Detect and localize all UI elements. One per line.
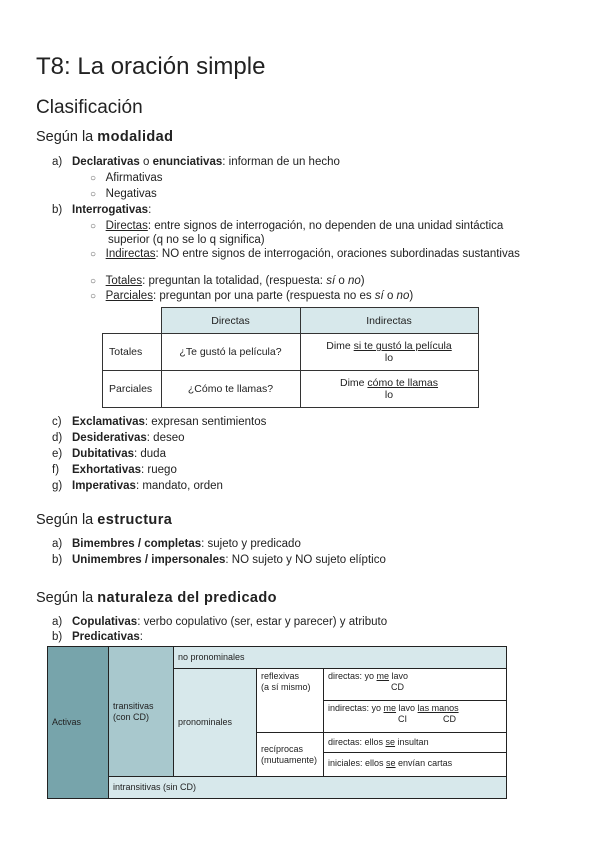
cell-recip-directas: directas: ellos se insultan	[324, 733, 506, 753]
section-heading: Clasificación	[36, 97, 143, 118]
table-header-indirectas: Indirectas	[300, 308, 478, 334]
cell-direct: ¿Cómo te llamas?	[161, 371, 300, 408]
sub-item-afirmativas: ○ Afirmativas	[90, 172, 163, 184]
sub-item-directas-cont: superior (q no se lo q significa)	[108, 234, 265, 246]
table-row-parciales	[103, 371, 479, 408]
row-label: Totales	[103, 334, 162, 371]
page-title: T8: La oración simple	[36, 53, 266, 80]
table-header-directas: Directas	[161, 308, 300, 334]
bullet-circle-icon: ○	[90, 189, 97, 200]
list-item-dubitativas: e) Dubitativas: duda	[52, 448, 166, 460]
list-item-predicativas: b) Predicativas:	[52, 631, 143, 643]
list-item-desiderativas: d) Desiderativas: deseo	[52, 432, 185, 444]
sub-item-parciales: ○ Parciales: preguntan por una parte (respuesta no es sí o no)	[90, 290, 414, 302]
cell-reciprocas: recíprocas (mutuamente)	[257, 733, 324, 777]
cell-indirect: Dime cómo te llamas lo	[300, 371, 478, 408]
table-row-totales	[103, 334, 479, 371]
list-item-bimembres: a) Bimembres / completas: sujeto y predicado	[52, 538, 301, 550]
cell-pronominales: pronominales	[174, 669, 257, 777]
bullet-circle-icon: ○	[90, 221, 97, 232]
naturaleza-heading: Según la naturaleza del predicado	[36, 590, 277, 606]
cell-reflexivas: reflexivas (a sí mismo)	[257, 669, 324, 733]
list-item-copulativas: a) Copulativas: verbo copulativo (ser, estar y parecer) y atributo	[52, 616, 388, 628]
table-corner-cell	[103, 308, 162, 334]
cell-no-pronominales: no pronominales	[174, 647, 507, 669]
row-label: Parciales	[103, 371, 162, 408]
list-item-exclamativas: c) Exclamativas: expresan sentimientos	[52, 416, 267, 428]
cell-activas: Activas	[48, 647, 109, 799]
cell-reflex-directas: directas: yo me lavo CD	[324, 669, 507, 701]
cell-intransitivas: intransitivas (sin CD)	[109, 777, 507, 799]
cell-indirect: Dime si te gustó la película lo	[300, 334, 478, 371]
list-item-exhortativas: f) Exhortativas: ruego	[52, 464, 177, 476]
sub-item-directas: ○ Directas: entre signos de interrogación, no dependen de una unidad sintáctica	[90, 220, 504, 232]
bullet-circle-icon: ○	[90, 173, 97, 184]
modalidad-heading: Según la modalidad	[36, 129, 174, 145]
cell-direct: ¿Te gustó la película?	[161, 334, 300, 371]
list-item-unimembres: b) Unimembres / impersonales: NO sujeto y NO sujeto elíptico	[52, 554, 386, 566]
cell-recip-iniciales: iniciales: ellos se envían cartas	[328, 758, 453, 768]
bullet-circle-icon: ○	[90, 291, 97, 302]
sub-item-totales: ○ Totales: preguntan la totalidad, (respuesta: sí o no)	[90, 275, 365, 287]
list-item-interrogativas: b) Interrogativas:	[52, 204, 152, 216]
bullet-circle-icon: ○	[90, 276, 97, 287]
list-item-imperativas: g) Imperativas: mandato, orden	[52, 480, 223, 492]
cell-transitivas: transitivas (con CD)	[109, 647, 174, 777]
interrogativas-table	[102, 307, 479, 408]
estructura-heading: Según la estructura	[36, 512, 173, 528]
sub-item-indirectas: ○ Indirectas: NO entre signos de interrogación, oraciones subordinadas sustantivas	[90, 248, 520, 260]
list-item-declarativas: a) Declarativas o enunciativas: informan de un hecho	[52, 156, 340, 168]
bullet-circle-icon: ○	[90, 249, 97, 260]
predicativas-table	[47, 646, 507, 799]
cell-reflex-indirectas: indirectas: yo me lavo las manos CI CD	[324, 701, 507, 733]
sub-item-negativas: ○ Negativas	[90, 188, 157, 200]
cell-recip-split	[324, 733, 507, 777]
